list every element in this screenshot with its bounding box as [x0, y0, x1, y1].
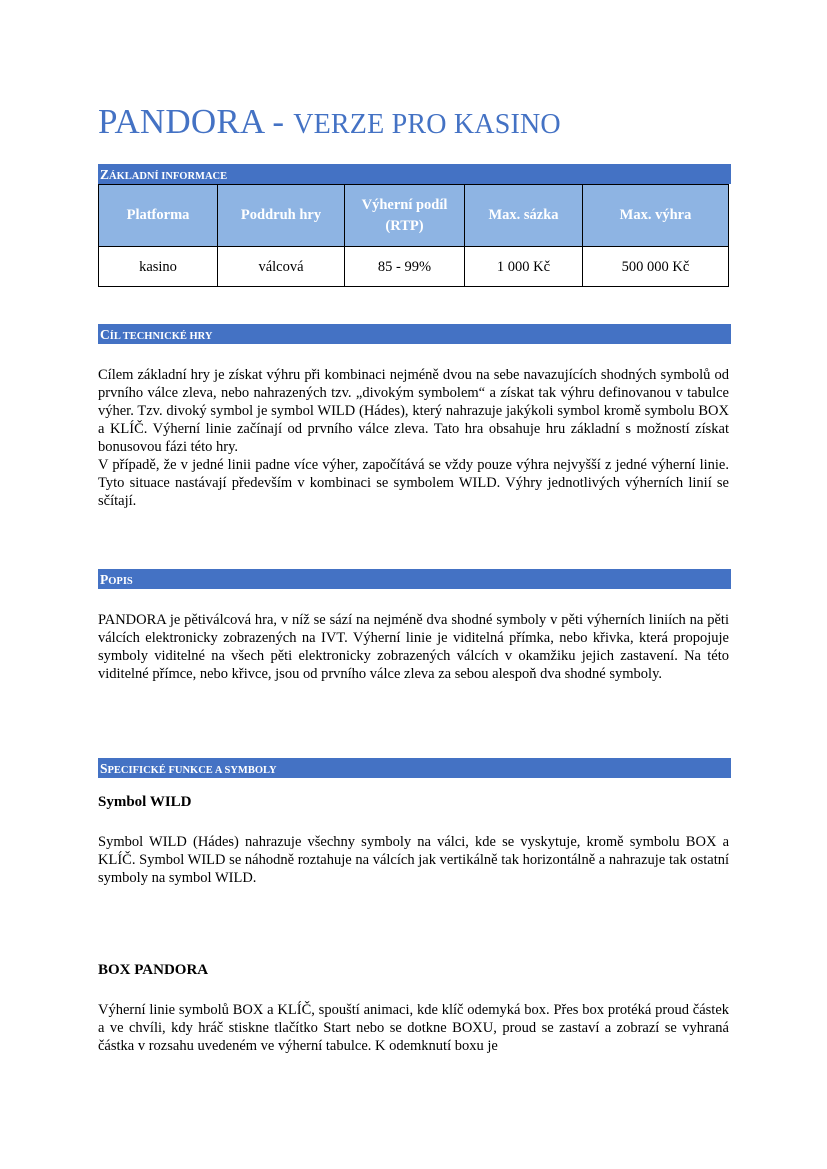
- goal-paragraph-1: Cílem základní hry je získat výhru při kombinaci nejméně dvou na sebe navazujících shodných symbolů od prvního válce zleva, nebo nahrazených tzv. „divokým symbolem“ a získat tak výhru definovanou v tabulce výher. Tzv. divoký symbol je symbol WILD (Hádes), který nahrazuje jakýkoli symbol kromě symbolu BOX a KLÍČ. Výherní linie začínají od prvního válce zleva. Tato hra obsahuje hru základní s možností získat bonusovou fázi této hry.: [98, 367, 729, 455]
- goal-paragraph-2: V případě, že v jedné linii padne více výher, započítává se vždy pouze výhra nejvyšší z jedné výherní linie. Tyto situace nastávají především v kombinaci se symbolem WILD. Výhry jednotlivých výherních linií se sčítají.: [98, 457, 729, 509]
- col-header-platform: Platforma: [99, 185, 218, 247]
- cell-subtype: válcová: [218, 247, 345, 287]
- cell-rtp: 85 - 99%: [345, 247, 465, 287]
- cell-platform: kasino: [99, 247, 218, 287]
- basic-info-table: [98, 184, 729, 287]
- col-header-rtp: Výherní podíl (RTP): [345, 185, 465, 247]
- box-paragraph: Výherní linie symbolů BOX a KLÍČ, spouští animaci, kde klíč odemyká box. Přes box protéká proud částek a ve chvíli, kdy hráč stiskne tlačítko Start nebo se dotkne BOXU, proud se zastaví a zobrazí se vyhraná částka v rozsahu uvedeném ve výherní tabulce. K odemknutí boxu je: [98, 1002, 729, 1054]
- title-main: PANDORA -: [98, 102, 294, 141]
- col-header-subtype: Poddruh hry: [218, 185, 345, 247]
- wild-heading: Symbol WILD: [98, 794, 192, 810]
- box-heading: BOX PANDORA: [98, 962, 209, 978]
- wild-paragraph: Symbol WILD (Hádes) nahrazuje všechny symboly na válci, kde se vyskytuje, kromě symbolu BOX a KLÍČ. Symbol WILD se náhodně roztahuje na válcích jak vertikálně tak horizontálně a nahrazuje tak ostatní symboly na symbol WILD.: [98, 834, 729, 886]
- section-header-goal: CÍL TECHNICKÉ HRY: [98, 324, 731, 344]
- section-header-basic-info: ZÁKLADNÍ INFORMACE: [98, 164, 731, 184]
- title-sub: VERZE PRO KASINO: [293, 109, 561, 140]
- section-header-description: POPIS: [98, 569, 731, 589]
- cell-max-bet: 1 000 Kč: [465, 247, 583, 287]
- col-header-max-win: Max. výhra: [583, 185, 729, 247]
- col-header-max-bet: Max. sázka: [465, 185, 583, 247]
- section-header-features: SPECIFICKÉ FUNKCE A SYMBOLY: [98, 758, 731, 778]
- table-row: [99, 247, 729, 287]
- table-header-row: [99, 185, 729, 247]
- description-paragraph: PANDORA je pětiválcová hra, v níž se sází na nejméně dva shodné symboly v pěti výherních liniích na pěti válcích elektronicky zobrazených na IVT. Výherní linie je viditelná přímka, nebo křivka, která propojuje symboly viditelné na všech pěti elektronicky zobrazených válcích v okamžiku jejich zastavení. Na této viditelné přímce, nebo křivce, jsou od prvního válce zleva za sebou alespoň dva shodné symboly.: [98, 612, 729, 682]
- cell-max-win: 500 000 Kč: [583, 247, 729, 287]
- page-title: [98, 102, 561, 145]
